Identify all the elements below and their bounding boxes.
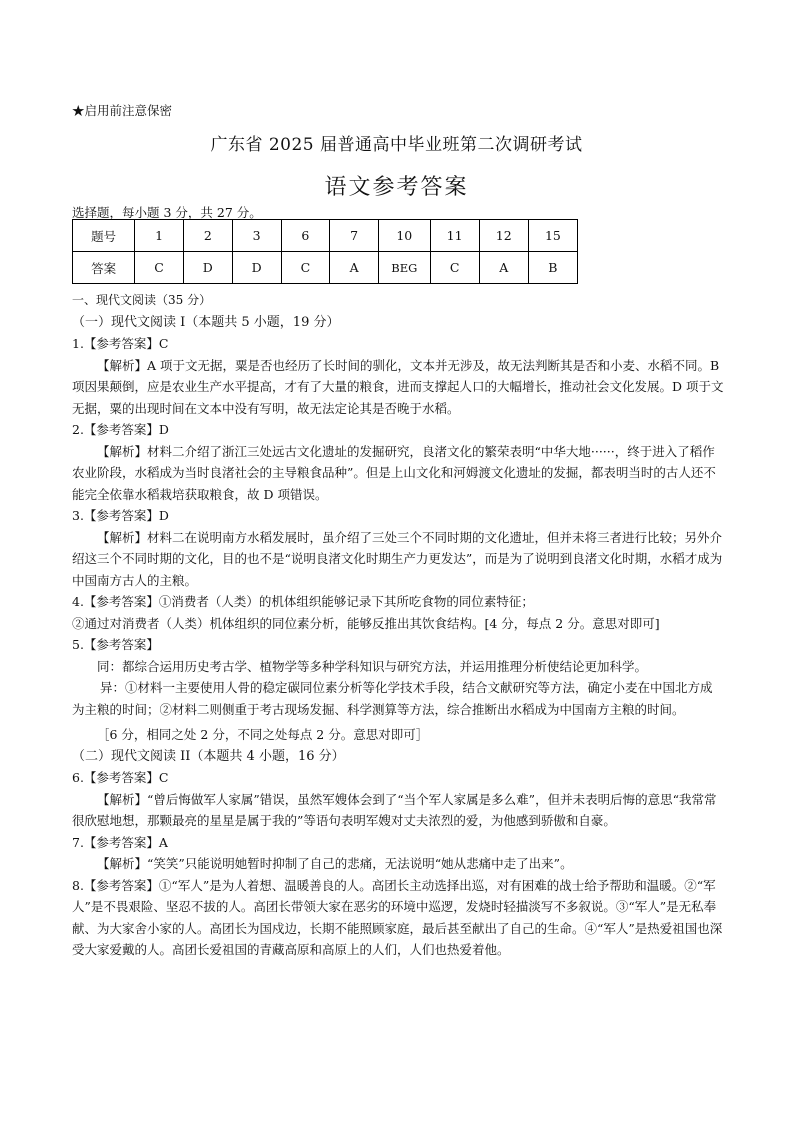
question-number: 10 <box>379 220 431 252</box>
answer-table <box>72 219 578 284</box>
exam-title: 广东省 2025 届普通高中毕业班第二次调研考试 <box>210 135 583 155</box>
subject-title: 语文参考答案 <box>324 175 469 200</box>
answer-cell: D <box>232 252 281 284</box>
confidential-notice: ★启用前注意保密 <box>72 103 173 118</box>
q5-scoring: ［6 分，相同之处 2 分，不同之处每点 2 分。意思对即可］ <box>97 727 429 742</box>
answer-cell: A <box>479 252 528 284</box>
answer-cell: BEG <box>379 252 431 284</box>
question-number: 12 <box>479 220 528 252</box>
section-heading: 一、现代文阅读（35 分） <box>72 293 212 307</box>
question-number: 7 <box>330 220 379 252</box>
question-number-row <box>73 220 578 252</box>
row-label-answer: 答案 <box>73 252 135 284</box>
q1-explanation: 【解析】A 项于文无据，粟是否也经历了长时间的驯化，文本并无涉及，故无法判断其是否和小麦、水稻不同。B 项因果颠倒，应是农业生产水平提高，才有了大量的粮食，进而支撑起人口的大幅增长，推动社会文化发展。D 项于文无据，粟的出现时间在文本中没有写明，故无法定论其是否晚于水稻。 <box>72 357 724 416</box>
q3-explanation: 【解析】材料二在说明南方水稻发展时，虽介绍了三处三个不同时期的文化遗址，但并未将三者进行比较；另外介绍这三个不同时期的文化，目的也不是“说明良渚文化时期生产力更发达”，而是为了说明到良渚文化时期，水稻才成为中国南方古人的主粮。 <box>72 529 723 588</box>
answer-cell: C <box>135 252 184 284</box>
q5-answer: 5.【参考答案】 <box>72 637 159 652</box>
answer-cell: C <box>281 252 330 284</box>
question-number: 2 <box>183 220 232 252</box>
q6-answer: 6.【参考答案】C <box>72 770 169 785</box>
question-number: 6 <box>281 220 330 252</box>
question-number: 15 <box>528 220 577 252</box>
subsection-heading: （一）现代文阅读 I（本题共 5 小题，19 分） <box>72 314 340 330</box>
question-number: 3 <box>232 220 281 252</box>
q5-difference: 异：①材料一主要使用人骨的稳定碳同位素分析等化学技术手段，结合文献研究等方法，确定小麦在中国北方成为主粮的时间；②材料二则侧重于考古现场发掘、科学测算等方法，综合推断出水稻成为中国南方主粮的时间。 <box>72 680 713 717</box>
q4-answer: 4.【参考答案】①消费者（人类）的机体组织能够记录下其所吃食物的同位素特征； <box>72 594 534 609</box>
q8-answer: 8.【参考答案】①“军人”是为人着想、温暖善良的人。高团长主动选择出巡，对有困难的战士给予帮助和温暖。②“军人”是不畏艰险、坚忍不拔的人。高团长带领大家在恶劣的环境中巡逻，发烧时轻描淡写不多叙说。③“军人”是无私奉献、为大家舍小家的人。高团长为国戍边，长期不能照顾家庭，最后甚至献出了自己的生命。④“军人”是热爱祖国也深受大家爱戴的人。高团长爱祖国的青藏高原和高原上的人们，人们也热爱着他。 <box>72 877 723 957</box>
answer-cell: A <box>330 252 379 284</box>
answer-body <box>72 290 724 961</box>
q5-similarity: 同：都综合运用历史考古学、植物学等多种学科知识与研究方法，并运用推理分析使结论更加科学。 <box>97 658 648 674</box>
question-number: 11 <box>430 220 479 252</box>
answer-cell: C <box>430 252 479 284</box>
q2-explanation: 【解析】材料二介绍了浙江三处远古文化遗址的发掘研究，良渚文化的繁荣表明“中华大地······，终于进入了稻作农业阶段，水稻成为当时良渚社会的主导粮食品种”。但是上山文化和河姆渡文化遗址的发掘，都表明当时的古人还不能完全依靠水稻栽培获取粮食，故 D 项错误。 <box>72 443 716 502</box>
question-number: 1 <box>135 220 184 252</box>
row-label-number: 题号 <box>73 220 135 252</box>
q7-answer: 7.【参考答案】A <box>72 834 168 850</box>
q6-explanation: 【解析】“曾后悔做军人家属”错误，虽然军嫂体会到了“当个军人家属是多么难”，但并未表明后悔的意思“我常常很欣慰地想，那颗最亮的星星是属于我的”等语句表明军嫂对丈夫浓烈的爱，为他感到骄傲和自豪。 <box>72 791 717 828</box>
choice-intro: 选择题，每小题 3 分，共 27 分。 <box>72 205 262 220</box>
q3-answer: 3.【参考答案】D <box>72 508 169 523</box>
q1-answer: 1.【参考答案】C <box>72 336 169 351</box>
subsection-heading: （二）现代文阅读 II（本题共 4 小题，16 分） <box>72 748 345 764</box>
answer-cell: D <box>183 252 232 284</box>
q2-answer: 2.【参考答案】D <box>72 422 169 437</box>
q4-answer-cont: ②通过对消费者（人类）机体组织的同位素分析，能够反推出其饮食结构。[4 分，每点 2 分。意思对即可] <box>72 615 660 631</box>
answer-row <box>73 252 578 284</box>
q7-explanation: 【解析】“笑笑”只能说明她暂时抑制了自己的悲痛，无法说明“她从悲痛中走了出来”。 <box>97 856 573 871</box>
answer-cell: B <box>528 252 577 284</box>
